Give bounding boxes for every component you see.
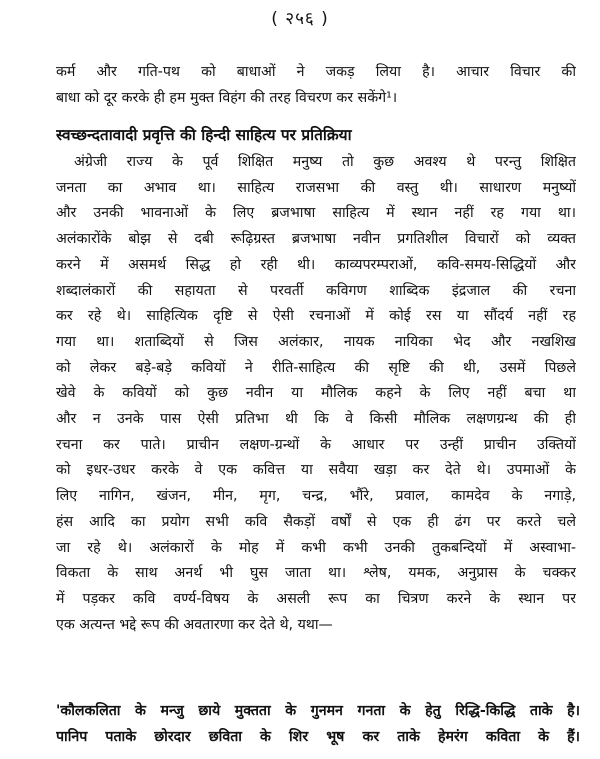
verse-quote — [56, 698, 580, 750]
section-heading: स्वच्छन्दतावादी प्रवृत्ति की हिन्दी साहित्य पर प्रतिक्रिया — [56, 126, 352, 144]
text-line: बाधा को दूर करके ही हम मुक्त विहंग की तरह विचरण कर सकेंगे¹। — [56, 89, 398, 106]
text-line: अंग्रेजी राज्य के पूर्व शिक्षित मनुष्य तो कुछ अवश्य थे परन्तु शिक्षित — [74, 154, 576, 170]
quote-line: 'कौलकलिता के मन्जु छाये मुक्तता के गुनमन गनता के हेतु रिद्धि-किद्धि ताके है। — [56, 703, 580, 719]
text-line: शब्दालंकारों की सहायता से परवर्ती कविगण शाब्दिक इंद्रजाल की रचना — [56, 282, 576, 299]
text-line: जा रहे थे। अलंकारों के मोह में कभी कभी उनकी तुकबन्दियों में अस्वाभा- — [56, 539, 576, 556]
text-line: विकता के साथ अनर्थ भी घुस जाता था। श्लेष, यमक, अनुप्रास के चक्कर — [56, 565, 576, 582]
main-paragraph — [56, 150, 576, 638]
text-line: गया था। शताब्दियों से जिस अलंकार, नायक नायिका भेद और नखशिख — [56, 333, 576, 350]
text-line: को इधर-उधर करके वे एक कवित्त या सवैया खड़ा कर देते थे। उपमाओं के — [56, 462, 576, 479]
text-line: अलंकारोंके बोझ से दबी रूढ़िग्रस्त ब्रजभाषा नवीन प्रगतिशील विचारों को व्यक्त — [56, 231, 576, 248]
text-line: और उनकी भावनाओं के लिए ब्रजभाषा साहित्य में स्थान नहीं रह गया था। — [56, 205, 576, 222]
text-line: में पड़कर कवि वर्ण्य-विषय के असली रूप का चित्रण करने के स्थान पर — [56, 590, 576, 607]
page-number: ( २५६ ) — [271, 9, 329, 29]
text-line: को लेकर बड़े-बड़े कवियों ने रीति-साहित्य की सृष्टि की थी, उसमें पिछले — [56, 359, 576, 376]
text-line: जनता का अभाव था। साहित्य राजसभा की वस्तु थी। साधारण मनुष्यों — [56, 179, 576, 196]
text-line: खेवे के कवियों को कुछ नवीन या मौलिक कहने के लिए नहीं बचा था — [56, 385, 576, 402]
text-line: करने में असमर्थ सिद्ध हो रही थी। काव्यपरम्पराओं, कवि-समय-सिद्धियों और — [56, 256, 576, 273]
text-line: कर्म और गति-पथ को बाधाओं ने जकड़ लिया है। आचार विचार की — [56, 64, 576, 80]
text-line: कर रहे थे। साहित्यिक दृष्टि से ऐसी रचनाओं में कोई रस या सौंदर्य नहीं रह — [56, 308, 576, 325]
text-line: रचना कर पाते। प्राचीन लक्षण-ग्रन्थों के आधार पर उन्हीं प्राचीन उक्तियों — [56, 436, 576, 453]
text-line: लिए नागिन, खंजन, मीन, मृग, चन्द्र, भौंरे, प्रवाल, कामदेव के नगाड़े, — [56, 488, 576, 505]
text-line: और न उनके पास ऐसी प्रतिभा थी कि वे किसी मौलिक लक्षणग्रन्थ की ही — [56, 411, 576, 428]
text-line: एक अत्यन्त भद्दे रूप की अवतारणा कर देते थे, यथा— — [56, 616, 333, 633]
quote-line: पानिप पताके छोरदार छविता के शिर भूष कर ताके हेमरंग कविता के हैं। — [56, 729, 580, 745]
text-line: हंस आदि का प्रयोग सभी कवि सैकड़ों वर्षों से एक ही ढंग पर करते चले — [56, 513, 576, 530]
intro-paragraph — [56, 60, 576, 111]
